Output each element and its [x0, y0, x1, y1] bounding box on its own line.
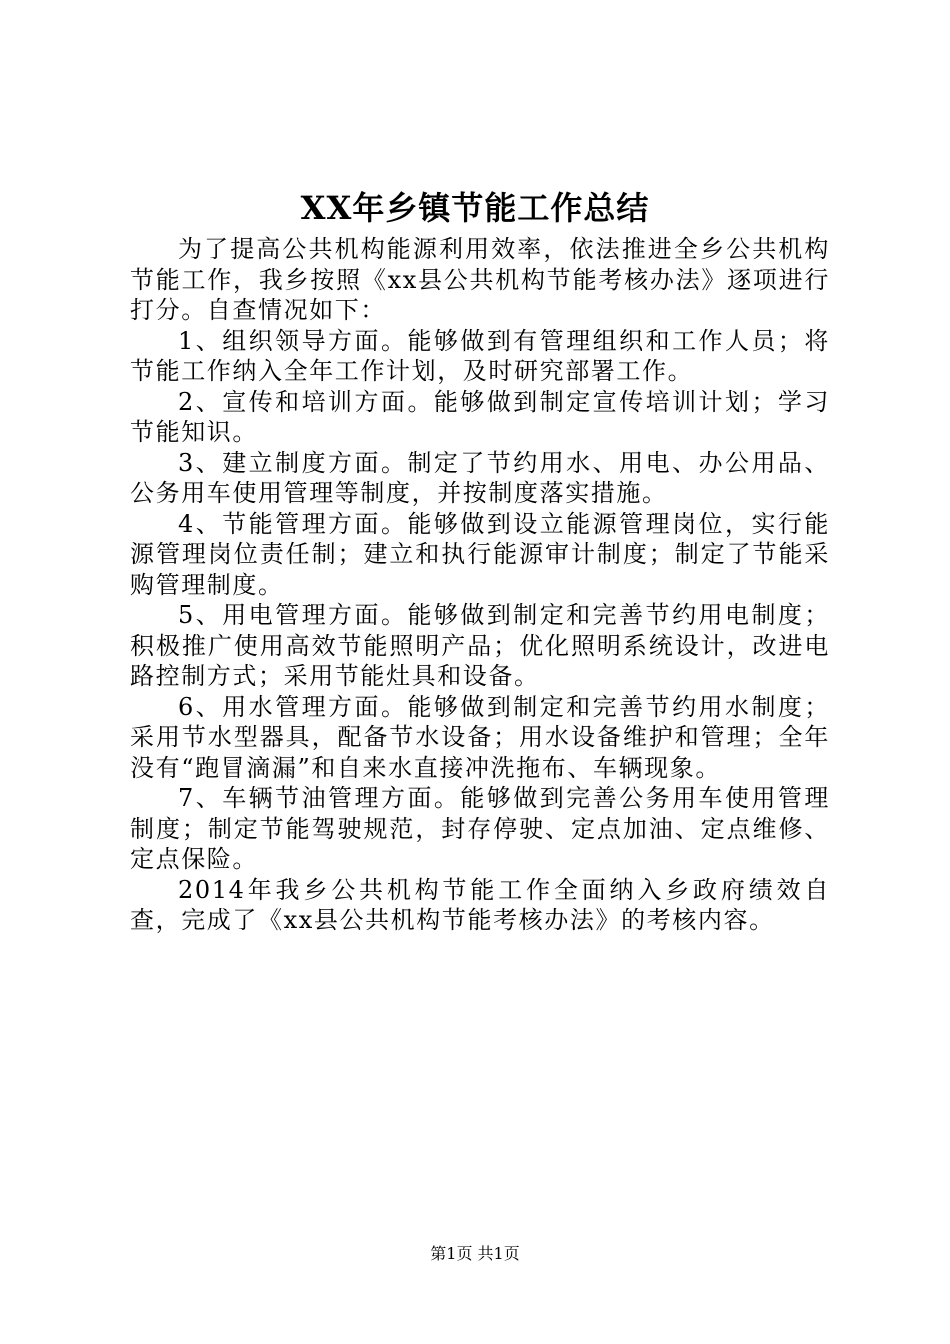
paragraph-item-1: 1、组织领导方面。能够做到有管理组织和工作人员；将节能工作纳入全年工作计划，及时研究部署工作。: [130, 326, 830, 385]
paragraph-item-4: 4、节能管理方面。能够做到设立能源管理岗位，实行能源管理岗位责任制；建立和执行能源审计制度；制定了节能采购管理制度。: [130, 509, 830, 599]
document-body: [130, 234, 830, 936]
paragraph-item-5: 5、用电管理方面。能够做到制定和完善节约用电制度；积极推广使用高效节能照明产品；优化照明系统设计，改进电路控制方式；采用节能灶具和设备。: [130, 601, 830, 690]
page-number-footer: 第1页 共1页: [430, 1244, 520, 1263]
paragraph-item-2: 2、宣传和培训方面。能够做到制定宣传培训计划；学习节能知识。: [130, 387, 830, 446]
paragraph-item-7: 7、车辆节油管理方面。能够做到完善公务用车使用管理制度；制定节能驾驶规范，封存停驶、定点加油、定点维修、定点保险。: [130, 784, 830, 873]
paragraph-item-6: 6、用水管理方面。能够做到制定和完善节约用水制度；采用节水型器具，配备节水设备；用水设备维护和管理；全年没有“跑冒滴漏”和自来水直接冲洗拖布、车辆现象。: [130, 692, 830, 782]
document-title: XX年乡镇节能工作总结: [300, 189, 650, 227]
paragraph-conclusion: 2014年我乡公共机构节能工作全面纳入乡政府绩效自查，完成了《xx县公共机构节能考核办法》的考核内容。: [130, 875, 830, 934]
paragraph-intro: 为了提高公共机构能源利用效率，依法推进全乡公共机构节能工作，我乡按照《xx县公共机构节能考核办法》逐项进行打分。自查情况如下：: [130, 235, 830, 324]
paragraph-item-3: 3、建立制度方面。制定了节约用水、用电、办公用品、公务用车使用管理等制度，并按制度落实措施。: [130, 448, 830, 507]
